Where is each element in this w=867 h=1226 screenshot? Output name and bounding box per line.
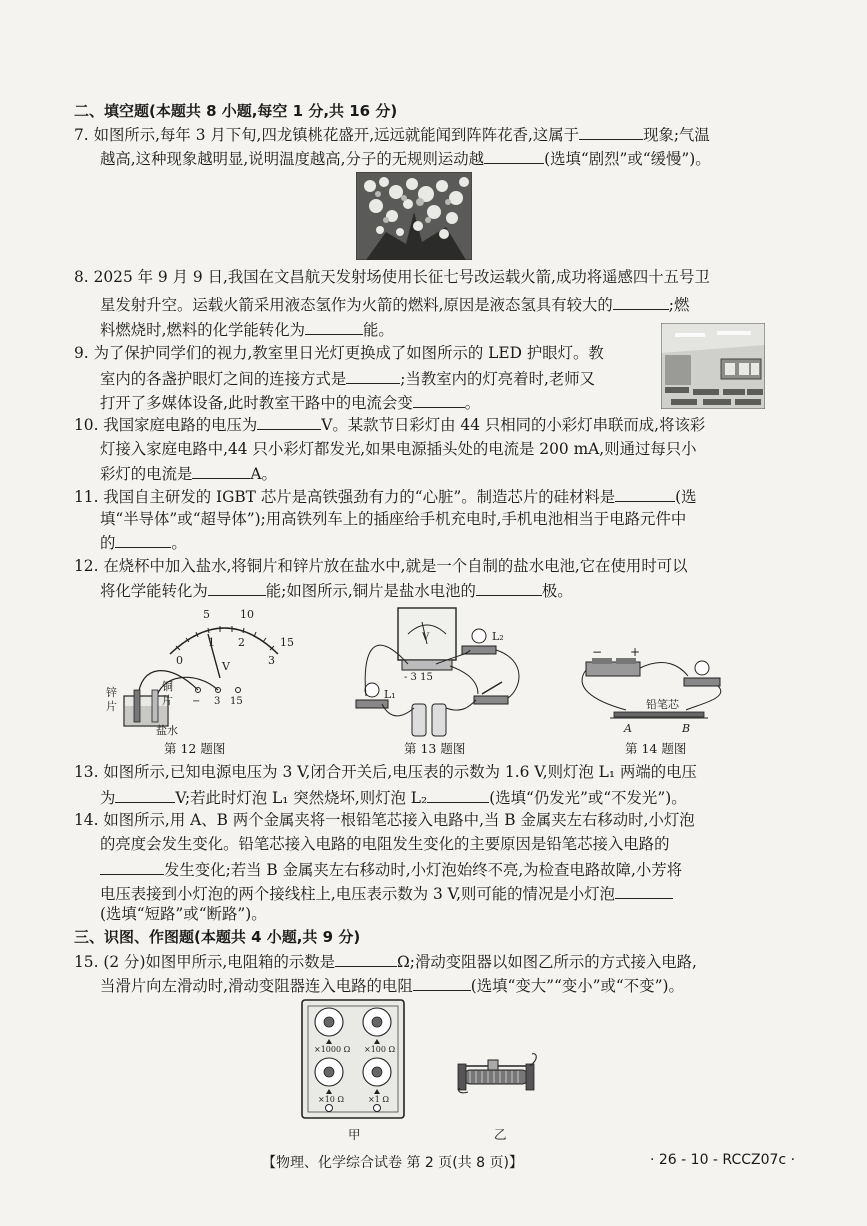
salt-water-label: 盐水 xyxy=(156,724,178,736)
answer-blank[interactable] xyxy=(346,368,400,384)
minus-label: − xyxy=(592,646,603,659)
question-8-line-3: 料燃烧时,燃料的化学能转化为 能。 xyxy=(100,321,394,339)
question-14-line-1: 14. 如图所示,用 A、B 两个金属夹将一根铅笔芯接入电路中,当 B 金属夹左右移动时,小灯泡 xyxy=(74,811,695,829)
tick-label: 15 xyxy=(280,636,294,649)
figure-12-caption: 第 12 题图 xyxy=(164,741,226,756)
tick-label: 0 xyxy=(176,654,183,667)
question-15-line-1: 15. (2 分)如图甲所示,电阻箱的示数是 Ω;滑动变阻器以如图乙所示的方式接入电路, xyxy=(74,953,697,971)
answer-blank[interactable] xyxy=(413,392,465,408)
terminal-labels: - 3 15 xyxy=(404,672,433,683)
answer-blank[interactable] xyxy=(476,580,542,596)
figure-15-jia-label: 甲 xyxy=(348,1127,361,1142)
dial-label: ×100 Ω xyxy=(364,1045,396,1054)
terminal-3: 3 xyxy=(214,696,221,707)
question-9-line-3: 打开了多媒体设备,此时教室干路中的电流会变 。 xyxy=(100,394,481,412)
tick-label: 1 xyxy=(208,636,215,649)
answer-blank[interactable] xyxy=(257,414,321,430)
tick-label: 10 xyxy=(240,608,254,621)
answer-blank[interactable] xyxy=(613,294,669,310)
question-14-line-5: (选填“短路”或“断路”)。 xyxy=(100,905,267,923)
figure-13-circuit xyxy=(352,604,528,740)
zinc-label: 锌 xyxy=(106,686,117,699)
question-10-line-2: 灯接入家庭电路中,44 只小彩灯都发光,如果电源插头处的电流是 200 mA,则通过每只小 xyxy=(100,440,697,458)
question-11-line-2: 填“半导体”或“超导体”);用高铁列车上的插座给手机充电时,手机电池相当于电路元件中 xyxy=(100,510,687,528)
section-title: 三、识图、作图题(本题共 4 小题,共 9 分) xyxy=(74,928,361,946)
figure-12-salt-battery xyxy=(100,604,310,736)
zinc-label-2: 片 xyxy=(106,700,117,713)
dial-label: ×1000 Ω xyxy=(314,1045,351,1054)
answer-blank[interactable] xyxy=(115,532,171,548)
answer-blank[interactable] xyxy=(115,787,175,803)
lamp-l1-label: L₁ xyxy=(384,688,396,701)
question-8-line-2: 星发射升空。运载火箭采用液态氢作为火箭的燃料,原因是液态氢具有较大的 ;燃 xyxy=(100,296,690,314)
tick-label: 2 xyxy=(238,636,245,649)
resistance-box xyxy=(300,998,406,1120)
question-14-line-4: 电压表接到小灯泡的两个接线柱上,电压表示数为 3 V,则可能的情况是小灯泡 xyxy=(100,883,673,904)
question-7-line-2: 越高,这种现象越明显,说明温度越高,分子的无规则运动越 (选填“剧烈”或“缓慢”)。 xyxy=(100,150,711,168)
clip-b-label: B xyxy=(682,722,691,735)
copper-label: 铜 xyxy=(162,680,173,693)
question-9-line-2: 室内的各盏护眼灯之间的连接方式是 ;当教室内的灯亮着时,老师又 xyxy=(100,370,596,388)
question-13-line-2: 为 V;若此时灯泡 L₁ 突然烧坏,则灯泡 L₂ (选填“仍发光”或“不发光”)。 xyxy=(100,789,687,807)
figure-15-yi-label: 乙 xyxy=(494,1127,507,1142)
question-14-line-3: 发生变化;若当 B 金属夹左右移动时,小灯泡始终不亮,为检查电路故障,小芳将 xyxy=(100,859,682,880)
question-9-line-1: 9. 为了保护同学们的视力,教室里日光灯更换成了如图所示的 LED 护眼灯。教 xyxy=(74,344,604,362)
tick-label: 5 xyxy=(203,608,210,621)
answer-blank[interactable] xyxy=(305,319,363,335)
answer-blank[interactable] xyxy=(192,463,250,479)
answer-blank[interactable] xyxy=(335,951,397,967)
pencil-core-label: 铅笔芯 xyxy=(646,698,679,711)
answer-blank[interactable] xyxy=(615,883,673,899)
dial-label: ×1 Ω xyxy=(368,1095,389,1104)
question-12-line-2: 将化学能转化为 能;如图所示,铜片是盐水电池的 极。 xyxy=(100,582,573,600)
answer-blank[interactable] xyxy=(208,580,266,596)
figure-14-circuit xyxy=(570,646,740,738)
question-14-line-2: 的亮度会发生变化。铅笔芯接入电路的电阻发生变化的主要原因是铅笔芯接入电路的 xyxy=(100,835,670,853)
meter-label: V xyxy=(422,632,430,643)
unit-label: V xyxy=(222,660,230,673)
question-15-line-2: 当滑片向左滑动时,滑动变阻器连入电路的电阻 (选填“变大”“变小”或“不变”)。 xyxy=(100,977,684,995)
copper-label-2: 片 xyxy=(162,694,173,707)
svg-text:−: − xyxy=(192,696,201,707)
answer-blank[interactable] xyxy=(413,975,471,991)
question-11-line-3: 的 。 xyxy=(100,534,187,552)
figure-13-caption: 第 13 题图 xyxy=(404,741,466,756)
question-8-line-1: 8. 2025 年 9 月 9 日,我国在文昌航天发射场使用长征七号改运载火箭,成功将遥感四十五号卫 xyxy=(74,268,710,286)
question-12-line-1: 12. 在烧杯中加入盐水,将铜片和锌片放在盐水中,就是一个自制的盐水电池,它在使用时可以 xyxy=(74,557,688,575)
question-10-line-1: 10. 我国家庭电路的电压为 V。某款节日彩灯由 44 只相同的小彩灯串联而成,将该彩 xyxy=(74,416,706,434)
figure-14-caption: 第 14 题图 xyxy=(625,741,687,756)
question-11-line-1: 11. 我国自主研发的 IGBT 芯片是高铁强劲有力的“心脏”。制造芯片的硅材料是 (选 xyxy=(74,488,697,506)
answer-blank[interactable] xyxy=(100,859,164,875)
clip-a-label: A xyxy=(624,722,632,735)
plus-label: + xyxy=(630,646,641,659)
dial-label: ×10 Ω xyxy=(318,1095,345,1104)
slide-rheostat xyxy=(456,1052,542,1094)
question-13-line-1: 13. 如图所示,已知电源电压为 3 V,闭合开关后,电压表的示数为 1.6 V,则灯泡 L₁ 两端的电压 xyxy=(74,763,697,781)
answer-blank[interactable] xyxy=(579,124,643,140)
question-10-line-3: 彩灯的电流是 A。 xyxy=(100,465,277,483)
question-7-line-1: 7. 如图所示,每年 3 月下旬,四龙镇桃花盛开,远远就能闻到阵阵花香,这属于 现象;气温 xyxy=(74,126,710,144)
answer-blank[interactable] xyxy=(615,486,675,502)
answer-blank[interactable] xyxy=(484,148,544,164)
tick-label: 3 xyxy=(268,654,275,667)
answer-blank[interactable] xyxy=(427,787,489,803)
section-title: 二、填空题(本题共 8 小题,每空 1 分,共 16 分) xyxy=(74,102,398,120)
classroom-photo xyxy=(661,323,765,409)
footer-code: · 26 - 10 - RCCZ07c · xyxy=(650,1152,796,1168)
lamp-l2-label: L₂ xyxy=(492,630,504,643)
terminal-15: 15 xyxy=(230,696,243,707)
peach-blossom-photo xyxy=(356,172,472,260)
footer-title: 【物理、化学综合试卷 第 2 页(共 8 页)】 xyxy=(262,1155,523,1171)
